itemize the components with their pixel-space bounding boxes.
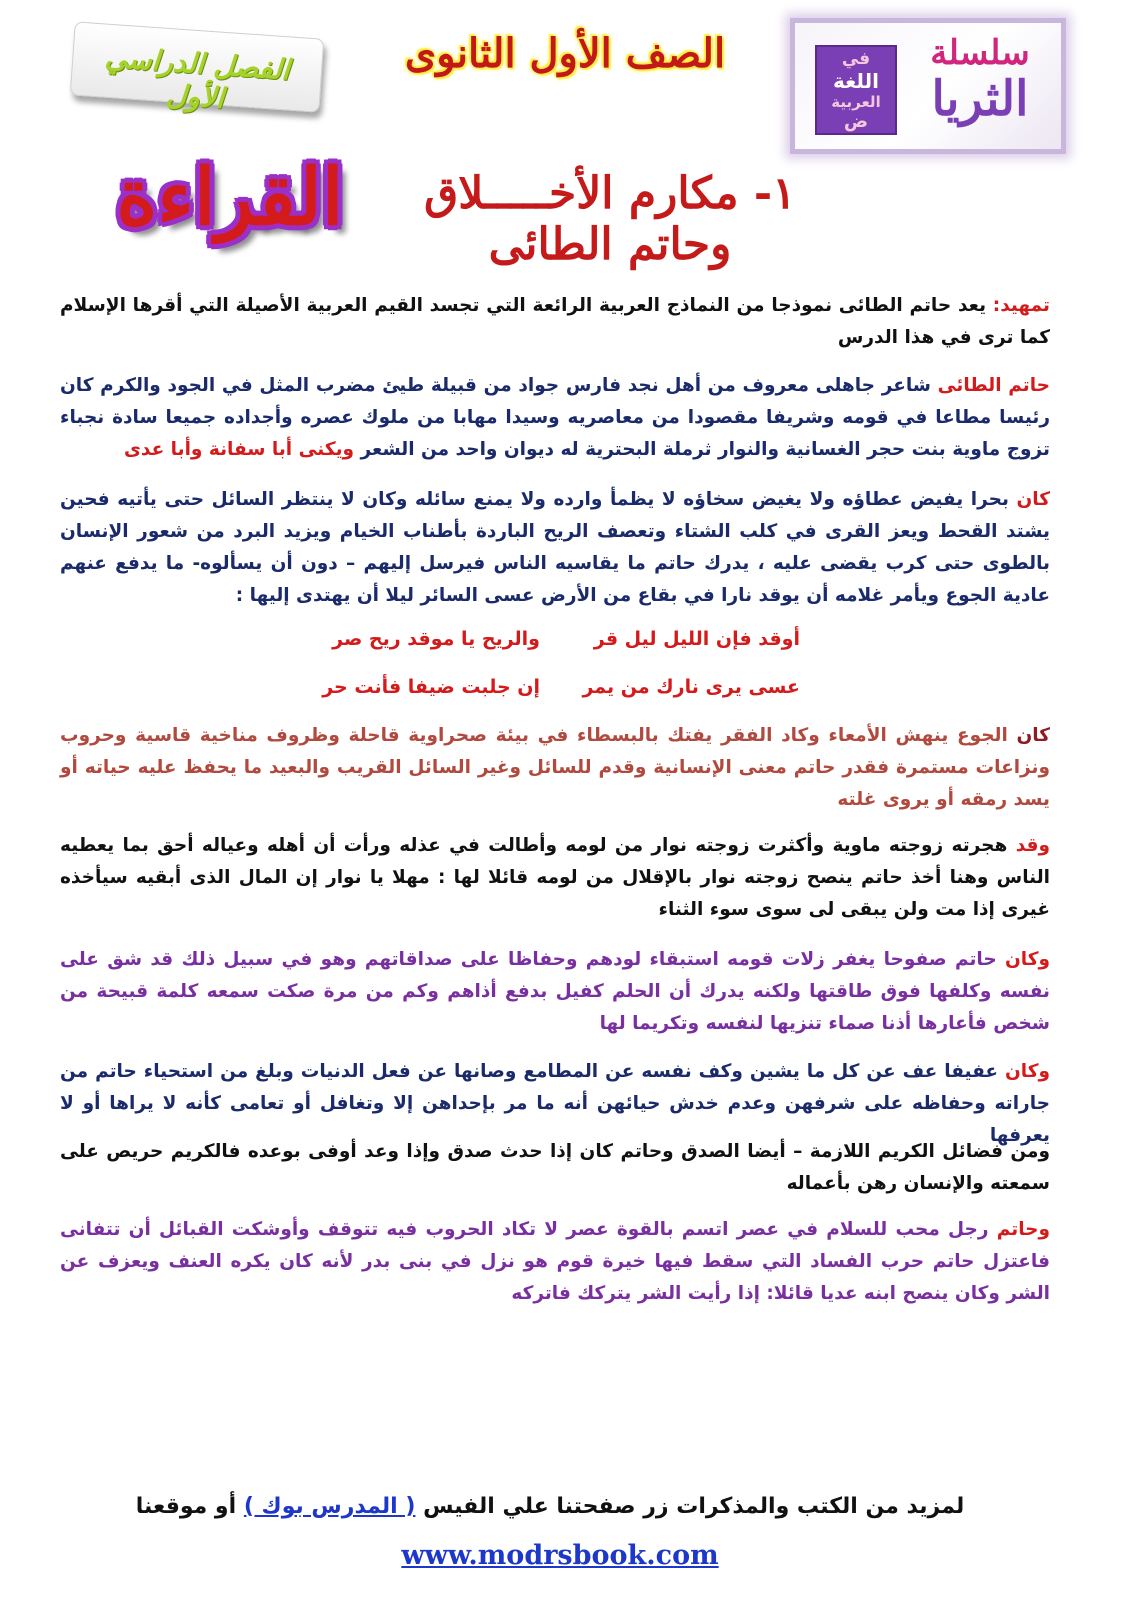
- paragraph-peace: [60, 1214, 1050, 1310]
- paragraph-forgiveness: [60, 944, 1050, 1040]
- paragraph-text: شاعر جاهلى معروف من أهل نجد فارس جواد من قبيلة طيئ مضرب المثل في الجود والكرم كان رئيسا مطاعا في قومه وشريفا مقصودا من معاصريه وسيدا مهابا من ملوك عصره وأجداده جميعا سادة نجباء تزوج ماوية بنت حجر الغسانية والنوار ثرملة البحترية له ديوان واحد من الشعر: [60, 375, 1050, 460]
- logo-series-word: سلسلة: [930, 33, 1030, 73]
- paragraph-tail: ويكنى أبا سفانة وأبا عدى: [123, 439, 355, 460]
- logo-emblem-line: ض: [843, 111, 869, 132]
- footer-text: لمزيد من الكتب والمذكرات زر صفحتنا علي الفيس: [423, 1494, 965, 1519]
- paragraph-intro: [60, 290, 1050, 354]
- paragraph-lead: وكان: [1005, 949, 1050, 970]
- term-label: الفصل الدراسي الأول: [103, 40, 291, 115]
- verse-2-second: إن جلبت ضيفا فأنت حر: [322, 676, 540, 698]
- paragraph-lead: كان: [1016, 489, 1050, 510]
- paragraph-lead: وحاتم: [996, 1219, 1050, 1240]
- paragraph-text: بحرا يفيض عطاؤه ولا يغيض سخاؤه لا يظمأ وارده ولا يمنع سائله وكان لا ينتظر السائل حتى يأتيه فحين يشتد القحط ويعز القرى في كلب الشتاء وتعصف الريح الباردة بأطناب الخيام ويزيد البرد من شعور الإنسان بالطوى حتى كرب يقضى عليه ، يدرك حاتم ما يقاسيه الناس فيرسل إليهم – دون أن يسألوه- ما يدفع عنهم عادية الجوع ويأمر غلامه أن يوقد نارا في بقاع من الأرض عسى السائر ليلا أن يهتدى إليها :: [60, 489, 1050, 606]
- paragraph-honesty: [60, 1136, 1050, 1200]
- verse-1-second: والريح يا موقد ريح صر: [332, 628, 540, 650]
- grade-title: الصف الأول الثانوى: [404, 30, 726, 77]
- logo-emblem-line: العربية: [831, 93, 881, 111]
- website-link[interactable]: www.modrsbook.com: [401, 1540, 719, 1571]
- lesson-title: ١- مكارم الأخـــــلاق وحاتم الطائى: [424, 168, 796, 270]
- series-logo: [790, 18, 1066, 154]
- paragraph-lead: وقد: [1015, 835, 1050, 856]
- paragraph-text: عفيفا عف عن كل ما يشين وكف نفسه عن المطامع وصانها عن فعل الدنيات وبلغ من استحياء حاتم من جاراته وحفاظه على شرفهن وعدم خدش حيائهن أنه ما مر بإحداهن إلا وتغافل أو تعامى كأنه لا يراها أو لا يعرفها: [60, 1061, 1050, 1146]
- footer-text: أو موقعنا: [135, 1494, 237, 1519]
- paragraph-biography: [60, 370, 1050, 466]
- term-badge: [70, 21, 325, 115]
- paragraph-generosity: [60, 484, 1050, 612]
- verse-1-first: أوقد فإن الليل ليل قر: [593, 628, 800, 650]
- paragraph-text: هجرته زوجته ماوية وأكثرت زوجته نوار من لومه وأطالت في عذله ورأت أن أهله وعياله أحق بما يعطيه الناس وهنا أخذ حاتم ينصح زوجته نوار بالإقلال من لومه قائلا لها : مهلا يا نوار إن المال الذى أبقيه سيأخذه غيرى إذا مت ولن يبقى لى سوى سوء الثناء: [60, 835, 1050, 920]
- logo-series-name: الثريا: [931, 71, 1029, 127]
- paragraph-hunger: [60, 720, 1050, 816]
- verse-2-first: عسى يرى نارك من يمر: [582, 676, 800, 698]
- logo-emblem: [815, 45, 897, 135]
- paragraph-lead: كان: [1016, 725, 1050, 746]
- paragraph-text: الجوع ينهش الأمعاء وكاد الفقر يفتك بالبسطاء في بيئة صحراوية قاحلة وظروف مناخية قاسية وحروب ونزاعات مستمرة فقدر حاتم معنى الإنسانية وقدم للسائل وغير السائل القريب والبعيد ما يحفظ عليه حياته أو يسد رمقه أو يروى غلته: [60, 725, 1050, 810]
- paragraph-text: ومن فضائل الكريم اللازمة – أيضا الصدق وحاتم كان إذا حدث صدق وإذا وعد أوفى بوعده فالكريم حريص على سمعته والإنسان رهن بأعماله: [60, 1141, 1050, 1194]
- subject-title: القراءة: [116, 152, 344, 243]
- paragraph-text: رجل محب للسلام في عصر اتسم بالقوة عصر لا تكاد الحروب فيه تتوقف وأوشكت القبائل أن تتفانى فاعتزل حاتم حرب الفساد التي سقط فيها خيرة قوم هو نزل في بنى بدر لأنه كان يكره العنف ويعزف عن الشر وكان ينصح ابنه عديا قائلا: إذا رأيت الشر يتركك فاتركه: [60, 1219, 1050, 1304]
- footer-promo: [100, 1494, 1000, 1519]
- logo-emblem-line: اللغة: [833, 69, 879, 93]
- paragraph-wife: [60, 830, 1050, 926]
- logo-emblem-line: في: [841, 49, 871, 69]
- paragraph-lead: تمهيد:: [992, 295, 1050, 316]
- paragraph-text: حاتم صفوحا يغفر زلات قومه استبقاء لودهم وحفاظا على صداقاتهم وهو في سبيل ذلك قد شق على نفسه وكلفها فوق طاقتها ولكنه يدرك أن الحلم كفيل بدفع أذاهم وكم من مرة صكت سمعه كلمة قبيحة من شخص فأعارها أذنا صماء تنزيها لنفسه وتكريما لها: [60, 949, 1050, 1034]
- paragraph-text: يعد حاتم الطائى نموذجا من النماذج العربية الرائعة التي تجسد القيم العربية الأصيلة التي أقرها الإسلام كما ترى في هذا الدرس: [60, 295, 1050, 348]
- facebook-page-link[interactable]: ( المدرس بوك ): [243, 1494, 416, 1519]
- paragraph-lead: وكان: [1005, 1061, 1050, 1082]
- paragraph-lead: حاتم الطائى: [937, 375, 1051, 396]
